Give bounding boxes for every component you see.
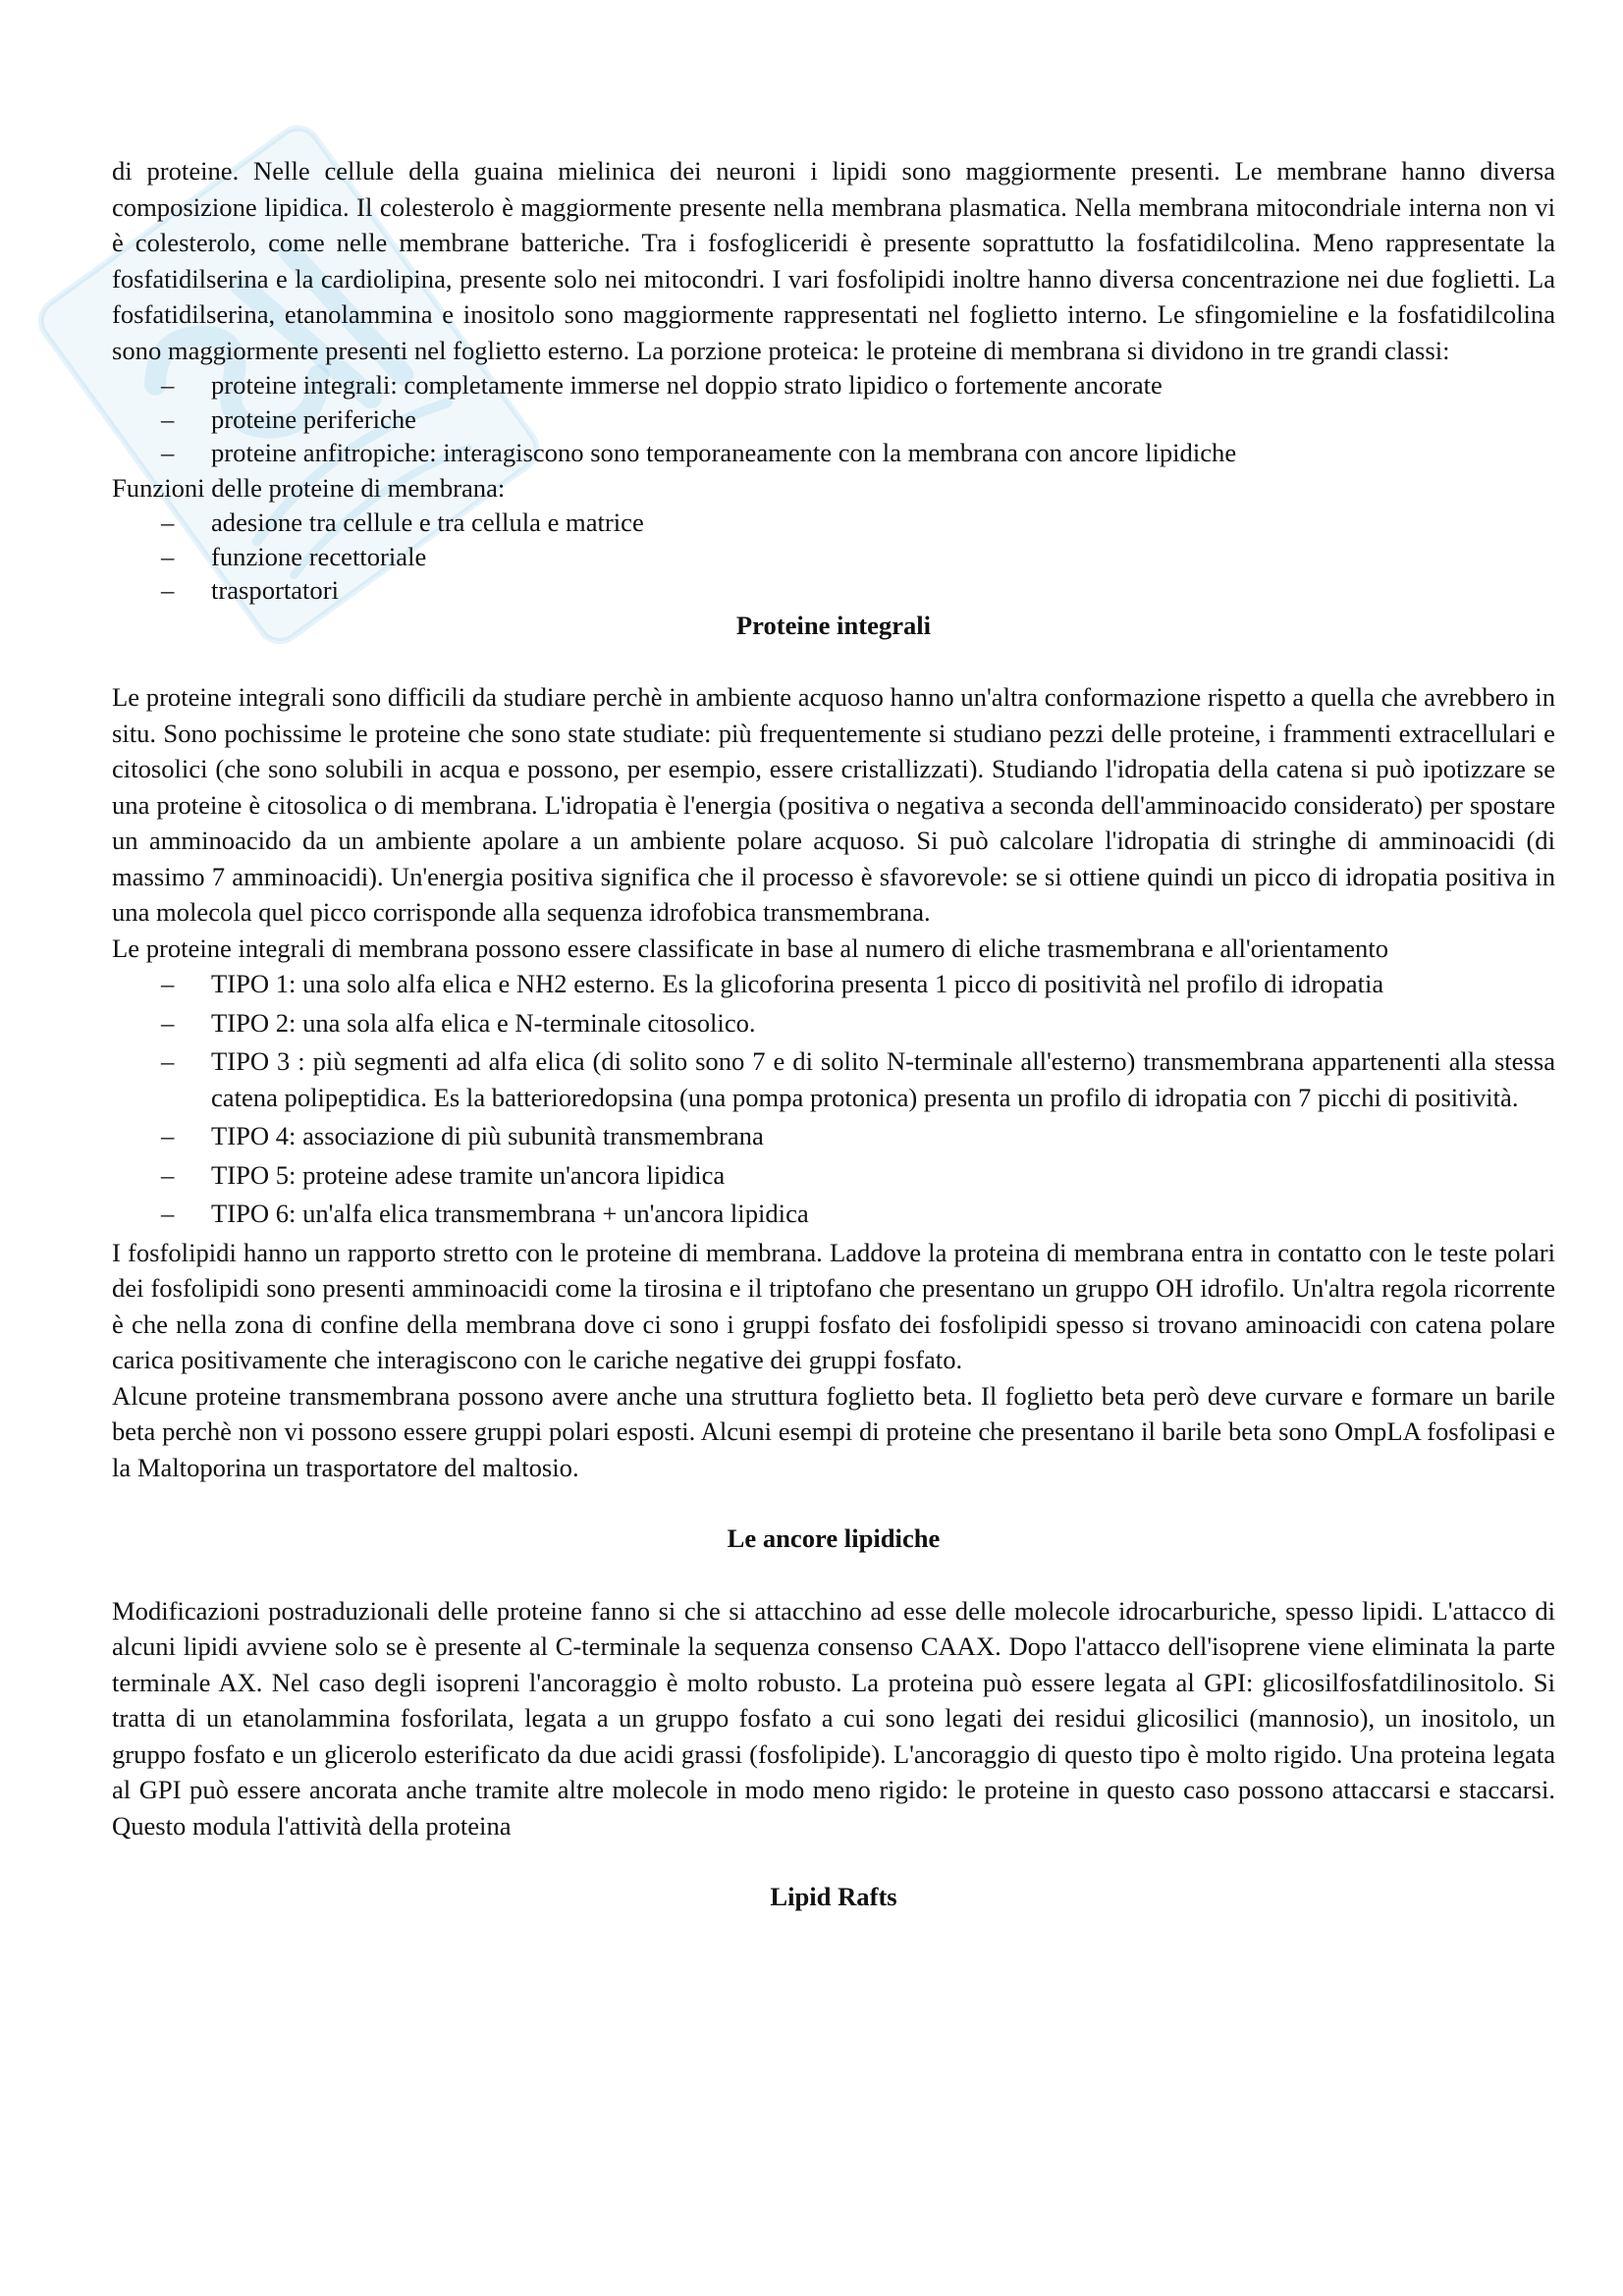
spacer (112, 1485, 1555, 1521)
list-item: – TIPO 6: un'alfa elica transmembrana + un'ancora lipidica (112, 1196, 1555, 1232)
bullet-dash: – (161, 1046, 175, 1076)
bullet-dash: – (161, 1159, 175, 1190)
functions-list (112, 506, 1555, 608)
integral-paragraph-2: Le proteine integrali di membrana possono essere classificate in base al numero di eliche trasmembrana e all'orientamento (112, 933, 1389, 963)
list-item: – proteine integrali: completamente immerse nel doppio strato lipidico o fortemente ancorate (112, 368, 1555, 402)
bullet-dash: – (161, 1121, 175, 1150)
bullet-dash: – (161, 541, 175, 571)
list-item: – proteine periferiche (112, 402, 1555, 437)
functions-heading: Funzioni delle proteine di membrana: (112, 472, 506, 503)
list-item: – TIPO 5: proteine adese tramite un'ancora lipidica (112, 1157, 1555, 1194)
integral-paragraph-1: Le proteine integrali sono difficili da studiare perchè in ambiente acquoso hanno un'altra conformazione rispetto a quella che avrebbero in situ. Sono pochissime le proteine che sono state studiate: più frequentemente si studiano pezzi delle proteine, i frammenti extracellulari e citosolici (che sono solubili in acqua e possono, per esempio, essere cristallizzati). Studiando l'idropatia della catena si può ipotizzare se una proteine è citosolica o di membrana. L'idropatia è l'energia (positiva o negativa a seconda dell'amminoacido considerato) per spostare un amminoacido da un ambiente apolare a un ambiente polare acquoso. Si può calcolare l'idropatia di stringhe di amminoacidi (di massimo 7 amminoacidi). Un'energia positiva significa che il processo è sfavorevole: se si ottiene quindi un picco di idropatia positiva in una molecola quel picco corrisponde alla sequenza idrofobica transmembrana. (112, 682, 1555, 927)
spacer (112, 1843, 1555, 1879)
list-item: – TIPO 3 : più segmenti ad alfa elica (di solito sono 7 e di solito N-terminale all'esterno) transmembrana appartenenti alla stessa catena polipeptidica. Es la batterioredopsina (una pompa protonica) presenta un profilo di idropatia con 7 picchi di positività. (112, 1043, 1555, 1115)
spacer (112, 1557, 1555, 1593)
bullet-dash: – (161, 1007, 175, 1038)
bullet-dash: – (161, 1199, 175, 1228)
spacer (112, 643, 1555, 679)
integral-paragraph-3: I fosfolipidi hanno un rapporto stretto con le proteine di membrana. Laddove la proteina di membrana entra in contatto con le teste polari dei fosfolipidi sono presenti amminoacidi come la tirosina e il triptofano che presentano un gruppo OH idrofilo. Un'altra regola ricorrente è che nella zona di confine della membrana dove ci sono i gruppi fosfato dei fosfolipidi spesso si trovano aminoacidi con catena polare carica positivamente che interagiscono con le cariche negative dei gruppi fosfato. (112, 1237, 1555, 1374)
document-page (112, 153, 1555, 1915)
bullet-dash: – (161, 403, 175, 434)
integral-paragraph-4: Alcune proteine transmembrana possono avere anche una struttura foglietto beta. Il foglietto beta però deve curvare e formare un barile beta perchè non vi possono essere gruppi polari esposti. Alcuni esempi di proteine che presentano il barile beta sono OmpLA fosfolipasi e la Maltoporina un trasportatore del maltosio. (112, 1380, 1555, 1482)
list-item: – trasportatori (112, 573, 1555, 608)
bullet-dash: – (161, 969, 175, 998)
integral-types-list (112, 966, 1555, 1232)
list-item: – TIPO 4: associazione di più subunità transmembrana (112, 1118, 1555, 1154)
list-item: – funzione recettoriale (112, 540, 1555, 574)
list-item: – proteine anfitropiche: interagiscono sono temporaneamente con la membrana con ancore lipidiche (112, 436, 1555, 470)
bullet-dash: – (161, 507, 175, 537)
list-item: – TIPO 1: una solo alfa elica e NH2 esterno. Es la glicoforina presenta 1 picco di positività nel profilo di idropatia (112, 966, 1555, 1002)
section-title-ancore-lipidiche: Le ancore lipidiche (727, 1523, 941, 1553)
anchors-paragraph: Modificazioni postraduzionali delle proteine fanno si che si attacchino ad esse delle molecole idrocarburiche, spesso lipidi. L'attacco di alcuni lipidi avviene solo se è presente al C-terminale la sequenza consenso CAAX. Dopo l'attacco dell'isoprene viene eliminata la parte terminale AX. Nel caso degli isopreni l'ancoraggio è molto robusto. La proteina può essere legata al GPI: glicosilfosfatdilinositolo. Si tratta di un etanolammina fosforilata, legata a un gruppo fosfato a cui sono legati dei residui glicosilici (mannosio), un inositolo, un gruppo fosfato e un glicerolo esterificato da due acidi grassi (fosfolipide). L'ancoraggio di questo tipo è molto rigido. Una proteina legata al GPI può essere ancorata anche tramite altre molecole in modo meno rigido: le proteine in questo caso possono attaccarsi e staccarsi. Questo modula l'attività della proteina (112, 1595, 1555, 1841)
bullet-dash: – (161, 370, 175, 400)
intro-paragraph: di proteine. Nelle cellule della guaina mielinica dei neuroni i lipidi sono maggiormente presenti. Le membrane hanno diversa composizione lipidica. Il colesterolo è maggiormente presente nella membrana plasmatica. Nella membrana mitocondriale interna non vi è colesterolo, come nelle membrane batteriche. Tra i fosfogliceridi è presente soprattutto la fosfatidilcolina. Meno rappresentate la fosfatidilserina e la cardiolipina, presente solo nei mitocondri. I vari fosfolipidi inoltre hanno diversa concentrazione nei due foglietti. La fosfatidilserina, etanolammina e inositolo sono maggiormente rappresentati nel foglietto interno. Le sfingomieline e la fosfatidilcolina sono maggiormente presenti nel foglietto esterno. La porzione proteica: le proteine di membrana si dividono in tre grandi classi: (112, 156, 1555, 365)
section-title-lipid-rafts: Lipid Rafts (770, 1882, 897, 1911)
list-item: – adesione tra cellule e tra cellula e matrice (112, 506, 1555, 540)
list-item: – TIPO 2: una sola alfa elica e N-terminale citosolico. (112, 1005, 1555, 1041)
protein-classes-list (112, 368, 1555, 470)
bullet-dash: – (161, 438, 175, 467)
section-title-proteine-integrali: Proteine integrali (735, 610, 932, 640)
bullet-dash: – (161, 575, 175, 605)
